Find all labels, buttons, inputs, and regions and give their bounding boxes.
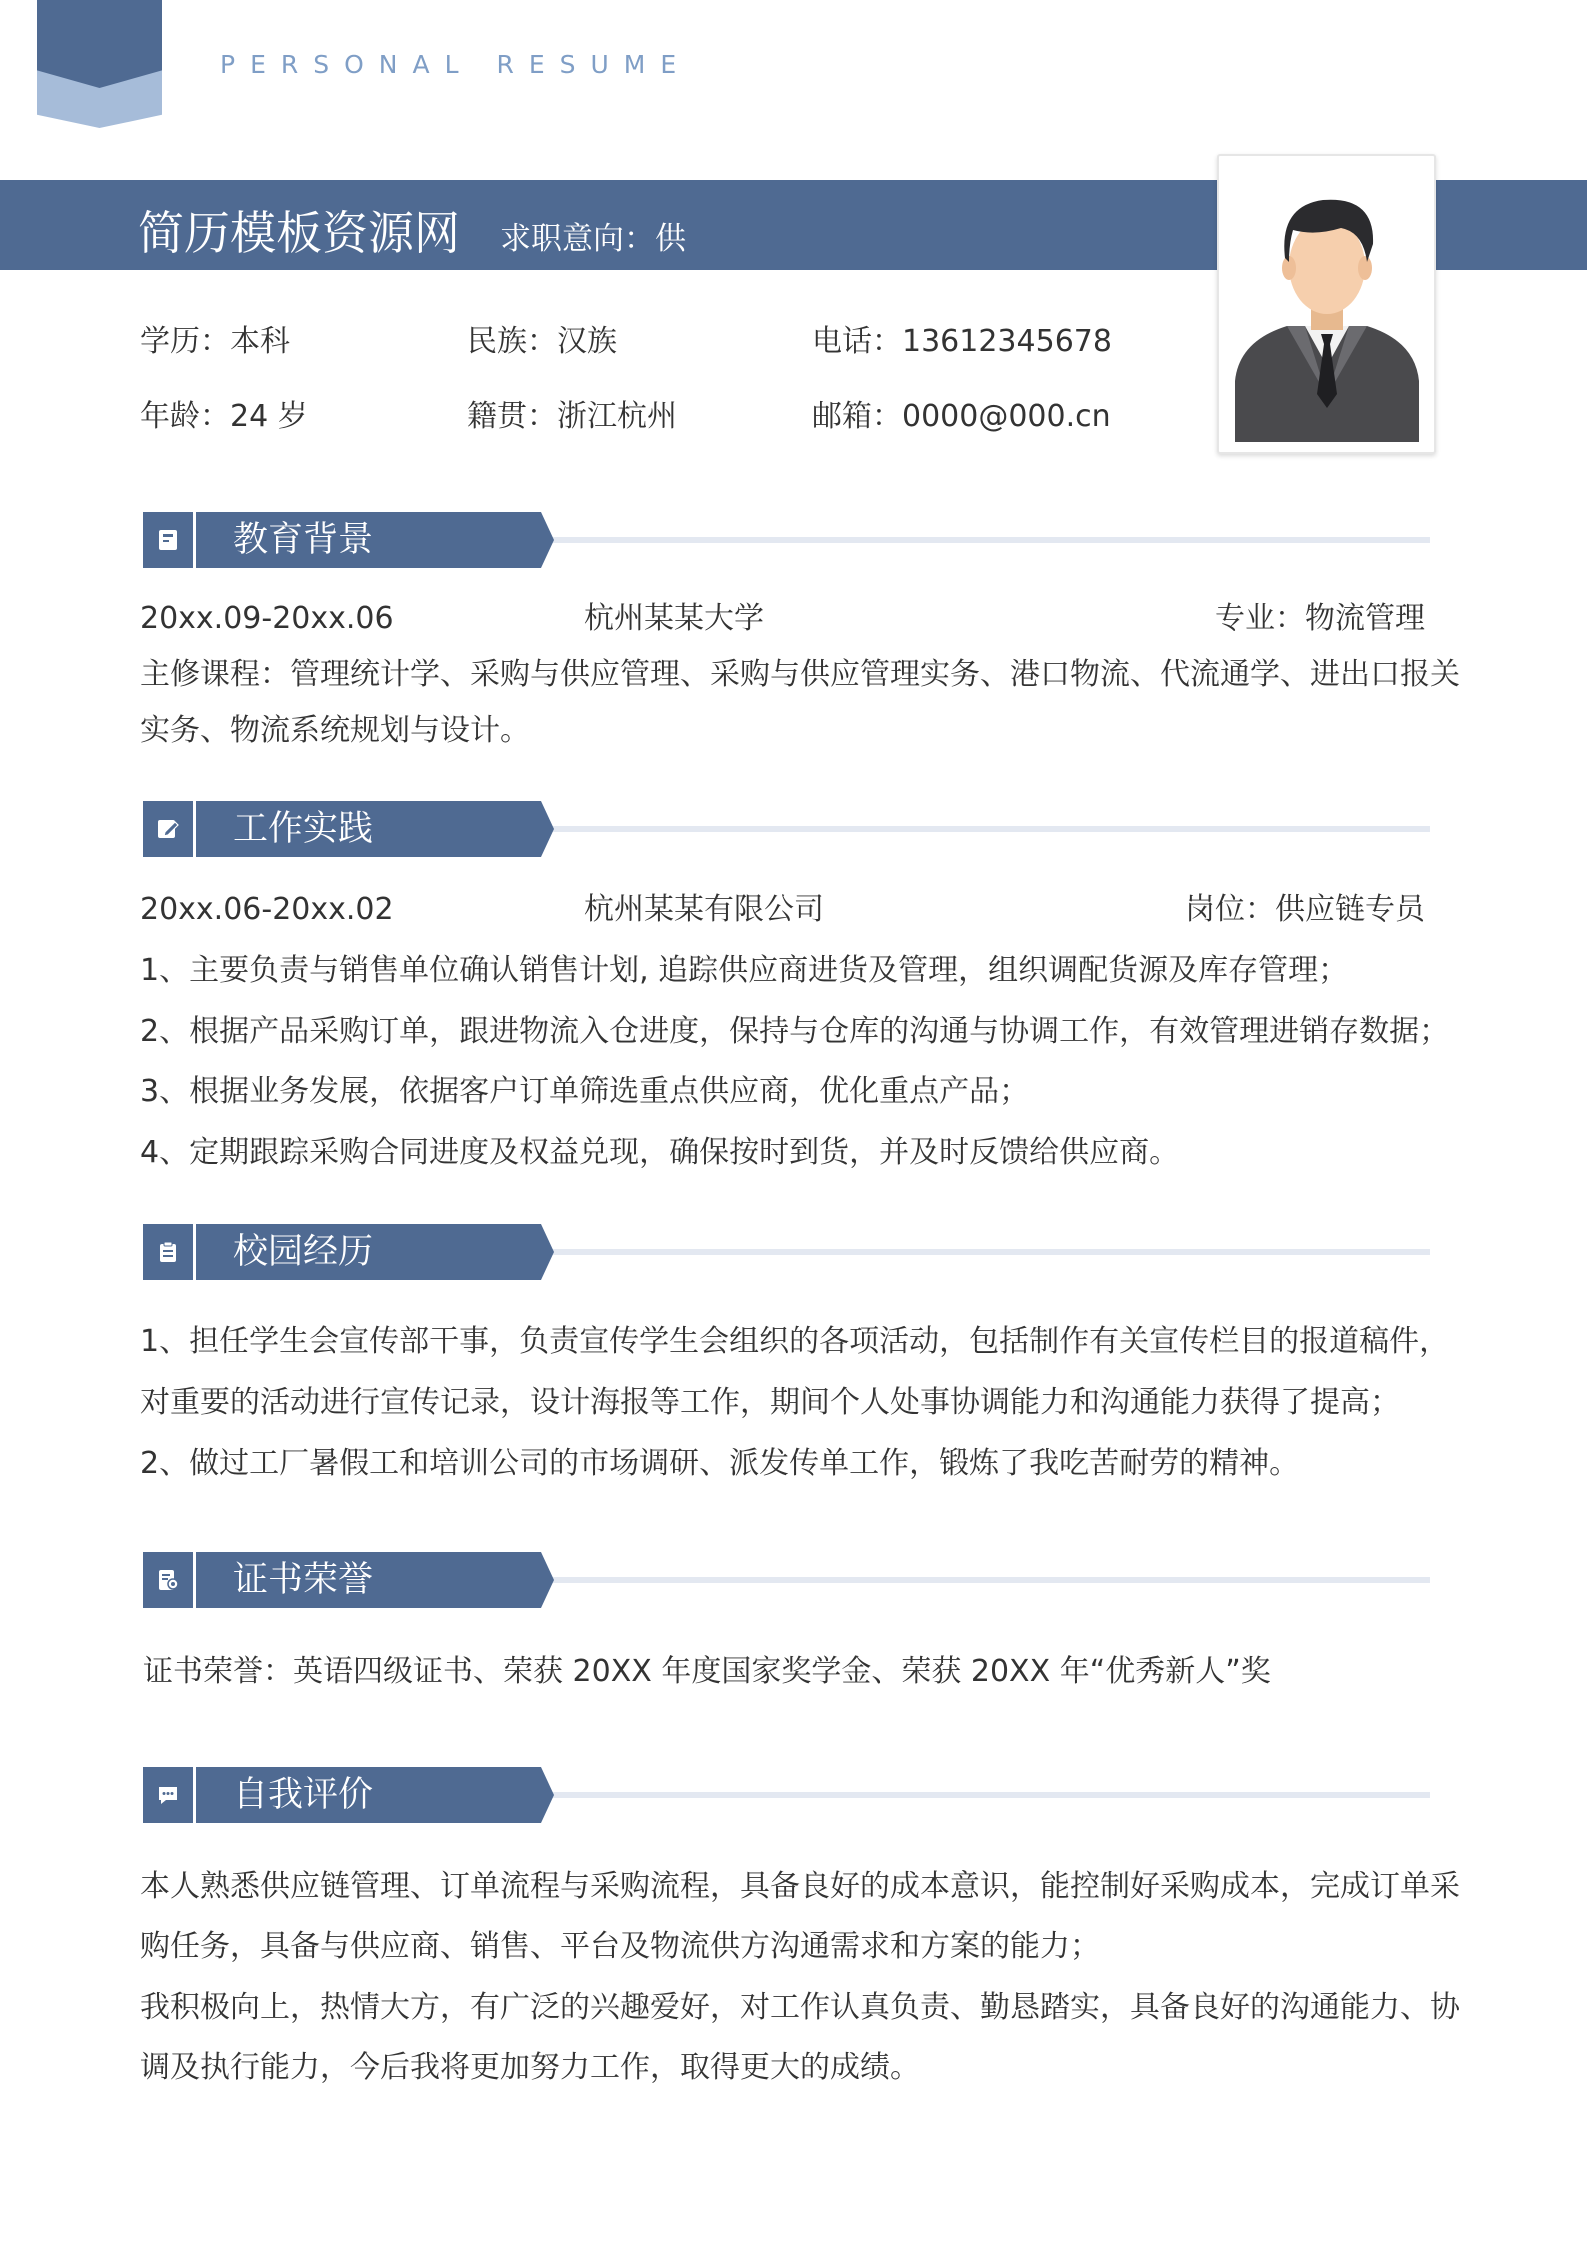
education-period: 20xx.09-20xx.06 xyxy=(140,601,394,636)
section-icon-box xyxy=(143,801,193,857)
info-phone: 电话：13612345678 xyxy=(812,324,1112,359)
campus-line: 对重要的活动进行宣传记录，设计海报等工作，期间个人处事协调能力和沟通能力获得了提高； xyxy=(140,1385,1400,1420)
section-title: 教育背景 xyxy=(233,520,374,560)
section-header-campus xyxy=(143,1224,1430,1280)
info-education: 学历：本科 xyxy=(140,324,290,359)
work-item: 1、主要负责与销售单位确认销售计划, 追踪供应商进货及管理，组织调配货源及库存管理； xyxy=(140,953,1349,988)
campus-line: 2、做过工厂暑假工和培训公司的市场调研、派发传单工作，锻炼了我吃苦耐劳的精神。 xyxy=(140,1446,1300,1481)
section-title: 证书荣誉 xyxy=(233,1560,374,1600)
person-avatar-icon xyxy=(1227,166,1426,442)
info-age: 年龄：24 岁 xyxy=(140,399,308,434)
clipboard-icon xyxy=(156,1240,180,1264)
section-title: 自我评价 xyxy=(233,1775,374,1815)
chat-icon xyxy=(156,1783,180,1807)
self-line: 本人熟悉供应链管理、订单流程与采购流程，具备良好的成本意识，能控制好采购成本，完成订单采 xyxy=(140,1869,1460,1904)
honors-text: 证书荣誉：英语四级证书、荣获 20XX 年度国家奖学金、荣获 20XX 年“优秀新人”奖 xyxy=(143,1654,1271,1689)
job-intent: 求职意向：供 xyxy=(500,221,686,257)
certificate-icon xyxy=(156,1568,180,1592)
section-icon-box xyxy=(143,1552,193,1608)
edit-icon xyxy=(156,817,180,841)
section-header-self xyxy=(143,1767,1430,1823)
section-rule xyxy=(413,826,1430,832)
education-school: 杭州某某大学 xyxy=(584,601,764,636)
section-rule xyxy=(413,1249,1430,1255)
section-header-work xyxy=(143,801,1430,857)
section-title: 工作实践 xyxy=(233,809,374,849)
info-origin: 籍贯：浙江杭州 xyxy=(467,399,677,434)
self-line: 购任务，具备与供应商、销售、平台及物流供方沟通需求和方案的能力； xyxy=(140,1929,1100,1964)
work-company: 杭州某某有限公司 xyxy=(584,892,824,927)
resume-label: PERSONAL RESUME xyxy=(220,50,692,79)
ribbon-decoration xyxy=(37,0,162,88)
avatar xyxy=(1217,154,1436,454)
book-icon xyxy=(156,528,180,552)
section-rule xyxy=(413,1577,1430,1583)
section-header-honors xyxy=(143,1552,1430,1608)
campus-line: 1、担任学生会宣传部干事，负责宣传学生会组织的各项活动，包括制作有关宣传栏目的报道稿件， xyxy=(140,1324,1450,1359)
education-courses-line1: 主修课程：管理统计学、采购与供应管理、采购与供应管理实务、港口物流、代流通学、进出口报关 xyxy=(140,657,1460,692)
section-rule xyxy=(413,1792,1430,1798)
info-ethnicity: 民族：汉族 xyxy=(467,324,617,359)
work-position: 岗位：供应链专员 xyxy=(1185,892,1425,927)
self-line: 我积极向上，热情大方，有广泛的兴趣爱好，对工作认真负责、勤恳踏实，具备良好的沟通能力、协 xyxy=(140,1990,1460,2025)
work-item: 2、根据产品采购订单，跟进物流入仓进度，保持与仓库的沟通与协调工作，有效管理进销存数据； xyxy=(140,1014,1450,1049)
section-icon-box xyxy=(143,512,193,568)
section-title: 校园经历 xyxy=(233,1232,374,1272)
section-header-education xyxy=(143,512,1430,568)
work-period: 20xx.06-20xx.02 xyxy=(140,892,394,927)
section-icon-box xyxy=(143,1767,193,1823)
section-rule xyxy=(413,537,1430,543)
work-item: 3、根据业务发展，依据客户订单筛选重点供应商，优化重点产品； xyxy=(140,1074,1030,1109)
self-line: 调及执行能力，今后我将更加努力工作，取得更大的成绩。 xyxy=(140,2050,920,2085)
education-major: 专业：物流管理 xyxy=(1215,601,1425,636)
education-courses-line2: 实务、物流系统规划与设计。 xyxy=(140,713,530,748)
info-email: 邮箱：0000@000.cn xyxy=(812,399,1111,434)
candidate-name: 简历模板资源网 xyxy=(138,206,460,260)
work-item: 4、定期跟踪采购合同进度及权益兑现，确保按时到货，并及时反馈给供应商。 xyxy=(140,1135,1180,1170)
section-icon-box xyxy=(143,1224,193,1280)
